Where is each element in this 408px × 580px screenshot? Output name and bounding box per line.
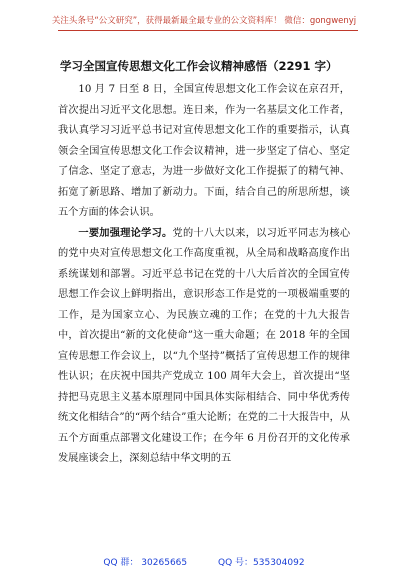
paragraph-text: 10 月 7 日至 8 日，全国宣传思想文化工作会议在京召开，首次提出习近平文化思想。连日来，作为一名基层文化工作者，我认真学习习近平总书记对宣传思想文化工作的重要指示，认真领会全国宣传思想文化工作会议精神，进一步坚定了信心、坚定了信念、坚定了意志，为进一步做好文化工作提振了的精气神、拓宽了新思路、增加了新动力。下面，结合自己的所思所想，谈五个方面的体会认识。: [58, 84, 350, 218]
paragraph-text: 党的十八大以来，以习近平同志为核心的党中央对宣传思想文化工作高度重视，从全局和战略高度作出系统谋划和部署。习近平总书记在党的十八大后首次的全国宣传思想工作会议上鲜明指出，意识形态工作是党的一项极端重要的工作，是为国家立心、为民族立魂的工作；在党的十九大报告中，首次提出“新的文化使命”这一重大命题；在 2018 年的全国宣传思想工作会议上，以“九个坚持”概括了宣传思想工作的规律性认识；在庆祝中国共产党成立 100 周年大会上，首次提出“坚持把马克思主义基本原理同中国具体实际相结合、同中华优秀传统文化相结合”的“两个结合”重大论断；在党的二十大报告中，从五个方面重点部署文化建设工作；在今年 6 月份召开的文化传承发展座谈会上，深刻总结中华文明的五: [58, 227, 351, 464]
document-body: [58, 80, 350, 470]
header-notice: 关注头条号“公文研究”，获得最新最全最专业的公文资料库！ 微信：gongwenyj: [51, 16, 357, 26]
paragraph-intro: [58, 80, 350, 224]
document-title: 学习全国宣传思想文化工作会议精神感悟（2291 字）: [60, 59, 338, 73]
paragraph-theory: [58, 224, 350, 470]
footer-qq-group: QQ 群： 30265665: [103, 558, 188, 568]
paragraph-lead: 一要加强理论学习。: [78, 227, 173, 239]
footer: [0, 555, 408, 568]
footer-qq-number: QQ 号：535304092: [218, 558, 305, 568]
header-divider: [58, 30, 358, 31]
